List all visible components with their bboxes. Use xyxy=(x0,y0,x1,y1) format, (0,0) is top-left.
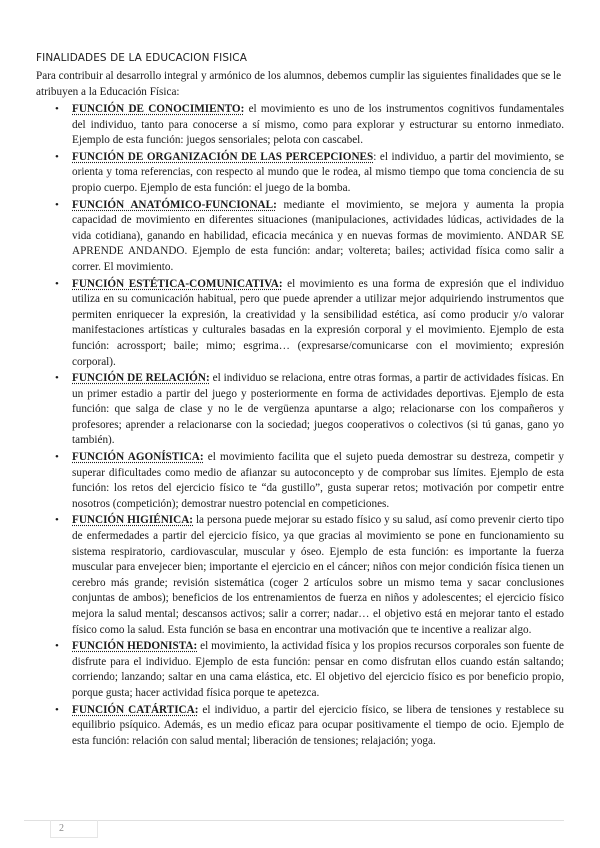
footer-divider xyxy=(24,820,564,821)
list-item-text: el movimiento facilita que el sujeto pueda demostrar su destreza, competir y superar dificultades como medio de afianzar su autoconcepto y de comprobar sus límites. Ejemplo de esta función: los retos del ejercicio físico te “da gustillo”, gusta superar retos; motivación por competir entre nosotros (competición); demostrar nuestro potencial en competiciones. xyxy=(72,451,564,510)
list-item-relacion xyxy=(36,371,564,449)
list-item-higienica xyxy=(36,513,564,638)
list-item-term: FUNCIÓN DE ORGANIZACIÓN DE LAS PERCEPCIONES xyxy=(72,150,374,163)
bullet-icon: • xyxy=(55,640,59,653)
list-item-text: el movimiento es uno de los instrumentos cognitivos fundamentales del individuo, tanto para conocerse a sí mismo, como para explorar y estructurar su entorno inmediato. Ejemplo de esta función: juegos sensoriales; pelota con cascabel. xyxy=(72,103,564,147)
list-item-text: : el individuo, a partir del movimiento, se orienta y toma referencias, con respecto al mundo que le rodea, al mismo tiempo que toma conciencia de su propio cuerpo. Ejemplo de esta función: el juego de la bomba. xyxy=(72,150,564,194)
list-item-anatomico-funcional xyxy=(36,198,564,276)
document-heading: FINALIDADES DE LA EDUCACION FISICA xyxy=(36,52,248,64)
page-footer xyxy=(24,810,564,840)
bullet-icon: • xyxy=(55,703,59,716)
list-item-text: el individuo, a partir del ejercicio físico, se libera de tensiones y restablece su equilibrio psíquico. Además, es un medio eficaz para ocupar positivamente el tiempo de ocio. Ejemplo de esta función: relación con salud mental; liberación de tensiones; relajación; yoga. xyxy=(72,703,564,747)
list-item-estetica-comunicativa xyxy=(36,277,564,371)
list-item-term: FUNCIÓN DE RELACIÓN: xyxy=(72,372,210,385)
list-item-text: la persona puede mejorar su estado físico y su salud, así como prevenir cierto tipo de enfermedades a partir del ejercicio físico, ya que gracias al movimiento se pone en funcionamiento su sistema respiratorio, cardiovascular, muscular y óseo. Ejemplo de esta función: es importante la fuerza muscular para envejecer bien; importante el ejercicio en el cáncer; niños con mejor condición física tienen un cerebro más grande; revisión sistemática (coger 2 artículos sobre un mismo tema y sacar conclusiones conjuntas de ambos); beneficios de los entrenamientos de fuerza en niños y adolescentes; el ejercicio físico mejora la salud mental; descansos activos; salir a correr; nadar… el objetivo está en mejorar tanto el estado físico como la salud. Esta función se basa en encontrar una motivación que te incentive a realizar algo. xyxy=(72,514,564,636)
list-item-term: FUNCIÓN AGONÍSTICA: xyxy=(72,451,204,464)
list-item-term: FUNCIÓN HIGIÉNICA: xyxy=(72,514,194,527)
list-item-conocimiento xyxy=(36,102,564,149)
intro-paragraph: Para contribuir al desarrollo integral y armónico de los alumnos, debemos cumplir las siguientes finalidades que se le atribuyen a la Educación Física: xyxy=(36,70,562,98)
bullet-icon: • xyxy=(55,451,59,464)
list-item-text: el movimiento, la actividad física y los propios recursos corporales son fuente de disfrute para el individuo. Ejemplo de esta función: pensar en como disfrutan ellos cuando están saltando; corriendo; lanzando; saltar en una cama elástica, etc. El objetivo del ejercicio físico es por beneficio propio, porque gusta; hacer actividad física porque te apetezca. xyxy=(72,640,564,699)
bullet-icon: • xyxy=(55,514,59,527)
bullet-icon: • xyxy=(55,198,59,211)
list-item-term: FUNCIÓN ANATÓMICO-FUNCIONAL: xyxy=(72,198,277,211)
list-item-agonistica xyxy=(36,450,564,512)
page-number: 2 xyxy=(50,820,98,838)
bullet-icon: • xyxy=(55,103,59,115)
list-item-term: FUNCIÓN ESTÉTICA-COMUNICATIVA: xyxy=(72,277,283,290)
bullet-icon: • xyxy=(55,372,59,385)
list-item-text: mediante el movimiento, se mejora y aumenta la propia capacidad de movimiento en diferentes situaciones (manipulaciones, actividades lúdicas, actividades de la vida cotidiana), ganando en habilidad, eficacia mecánica y en nuevas formas de movimiento. ANDAR SE APRENDE ANDANDO. Ejemplo de esta función: andar; voltereta; bailes; actividad física como salir a correr. El movimiento. xyxy=(72,198,564,273)
list-item-catartica xyxy=(36,703,564,750)
list-item-hedonista xyxy=(36,639,564,701)
list-item-text: el individuo se relaciona, entre otras formas, a partir de actividades físicas. En un primer estadio a partir del juego y posteriormente en forma de actividades deportivas. Ejemplo de esta función: que salga de clase y no le de vergüenza apuntarse a algo; relacionarse con los compañeros y profesores; aprender a relacionarse con la sociedad; juegos cooperativos o colectivos (si tú ganas, gano yo también). xyxy=(72,372,564,447)
bullet-icon: • xyxy=(55,150,59,163)
list-item-term: FUNCIÓN CATÁRTICA: xyxy=(72,703,199,716)
list-item-text: el movimiento es una forma de expresión que el individuo utiliza en su comunicación habitual, pero que puede aprender a utilizar mejor adquiriendo instrumentos que permiten enriquecer la expresión, la creatividad y la sensibilidad estética, así como producir y/o valorar manifestaciones artísticas y culturales basadas en la expresión corporal y el movimiento. Ejemplo de esta función: acrossport; baile; mimo; esgrima… (expresarse/comunicarse con el movimiento; expresión corporal). xyxy=(72,277,564,368)
list-item-percepciones xyxy=(36,150,564,197)
list-item-term: FUNCIÓN HEDONISTA: xyxy=(72,640,198,653)
finalidades-list xyxy=(36,102,564,750)
bullet-icon: • xyxy=(55,277,59,290)
list-item-term: FUNCIÓN DE CONOCIMIENTO: xyxy=(72,103,245,115)
